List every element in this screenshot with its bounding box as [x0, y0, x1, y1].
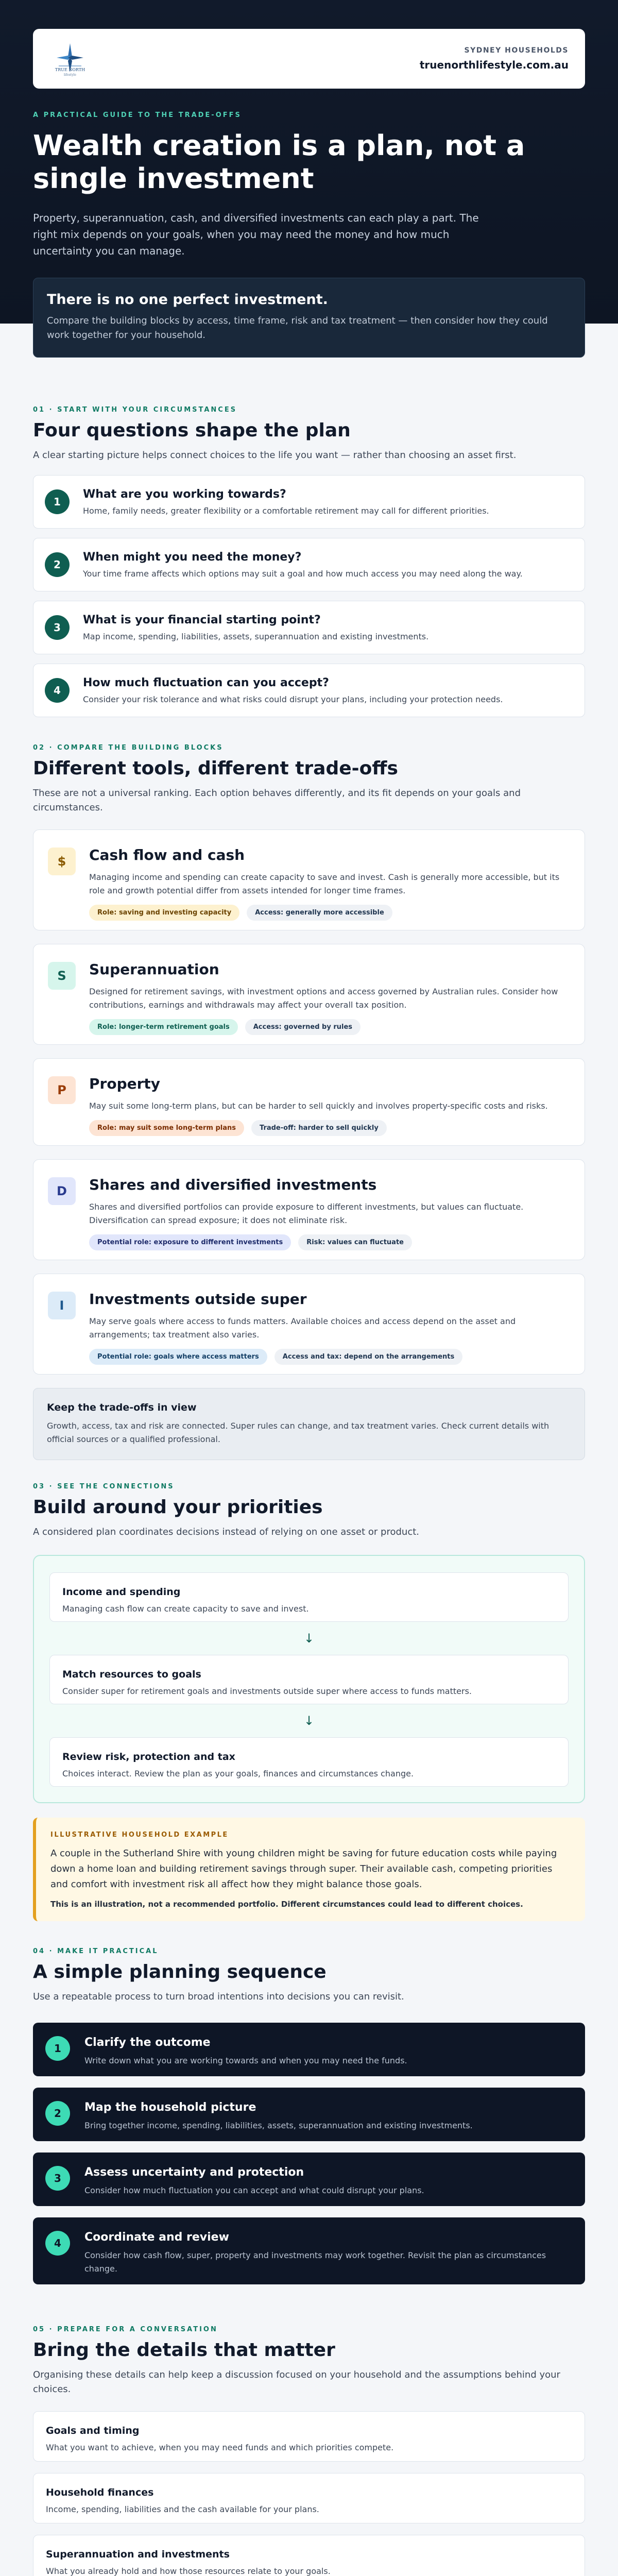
- question-number: 4: [45, 678, 70, 703]
- question-title: What are you working towards?: [83, 488, 286, 501]
- role-chip: Role: longer-term retirement goals: [89, 1019, 238, 1035]
- section-circumstances: [0, 406, 618, 726]
- section-eyebrow: 05 · PREPARE FOR A CONVERSATION: [33, 2326, 218, 2333]
- arrow-down-icon: ↓: [303, 1714, 315, 1728]
- property-icon: P: [48, 1076, 76, 1104]
- question-item: [33, 601, 585, 654]
- brand-info: [420, 46, 569, 71]
- flow-step-body: Managing cash flow can create capacity to save and invest.: [62, 1604, 309, 1614]
- section-title: Four questions shape the plan: [33, 420, 351, 441]
- step-number: 4: [45, 2231, 70, 2256]
- detail-title: Superannuation and investments: [46, 2549, 230, 2560]
- tool-title: Superannuation: [89, 961, 219, 978]
- step-list: [33, 2023, 585, 2284]
- step-body: Bring together income, spending, liabilities, assets, superannuation and existing investments.: [84, 2121, 473, 2130]
- detail-body: What you want to achieve, when you may need funds and which priorities compete.: [46, 2443, 394, 2452]
- tool-card-super: [33, 944, 585, 1045]
- flow-step: [49, 1737, 569, 1787]
- detail-item: [33, 2535, 585, 2576]
- arrow-down-icon: ↓: [303, 1631, 315, 1646]
- compass-logo-icon: [49, 40, 111, 77]
- callout-body: Compare the building blocks by access, time frame, risk and tax treatment — then consider how they could work together for your household.: [47, 315, 548, 341]
- step-title: Map the household picture: [84, 2101, 256, 2114]
- tool-card-outside-super: [33, 1274, 585, 1375]
- dollar-icon: $: [48, 848, 76, 875]
- tool-body: Designed for retirement savings, with investment options and access governed by Australian rules. Consider how contributions, earnings and withdrawals may affect your overall tax position.: [89, 987, 558, 1010]
- step-number: 2: [45, 2101, 70, 2126]
- section-conversation: [0, 2326, 618, 2576]
- section-eyebrow: 01 · START WITH YOUR CIRCUMSTANCES: [33, 406, 237, 414]
- flow-step-title: Match resources to goals: [62, 1669, 201, 1680]
- section-eyebrow: 04 · MAKE IT PRACTICAL: [33, 1947, 159, 1955]
- hero: [0, 0, 618, 341]
- tradeoff-chip: Trade-off: harder to sell quickly: [251, 1120, 387, 1136]
- detail-title: Goals and timing: [46, 2425, 140, 2436]
- step-number: 3: [45, 2166, 70, 2191]
- step-title: Coordinate and review: [84, 2231, 229, 2244]
- section-eyebrow: 03 · SEE THE CONNECTIONS: [33, 1483, 175, 1490]
- step-title: Assess uncertainty and protection: [84, 2166, 304, 2179]
- brand-region: SYDNEY HOUSEHOLDS: [464, 46, 569, 55]
- hero-lead: Property, superannuation, cash, and diversified investments can each play a part. The right mix depends on your goals, when you may need the money and how much uncertainty you can manage.: [33, 212, 479, 257]
- section-lead: Organising these details can help keep a discussion focused on your household and the assumptions behind your choices.: [33, 2369, 560, 2395]
- example-eyebrow: ILLUSTRATIVE HOUSEHOLD EXAMPLE: [50, 1831, 229, 1839]
- step-body: Consider how cash flow, super, property and investments may work together. Revisit the plan as circumstances change.: [84, 2250, 546, 2274]
- question-item: [33, 538, 585, 591]
- question-list: [33, 475, 585, 717]
- detail-body: Income, spending, liabilities and the cash available for your plans.: [46, 2504, 319, 2514]
- section-lead: A clear starting picture helps connect choices to the life you want — rather than choosing an asset first.: [33, 450, 517, 461]
- section-lead: Use a repeatable process to turn broad intentions into decisions you can revisit.: [33, 1991, 404, 2002]
- tradeoff-note: [33, 1388, 585, 1460]
- brand-bar: [33, 29, 585, 89]
- flow-step-body: Choices interact. Review the plan as your goals, finances and circumstances change.: [62, 1769, 414, 1778]
- access-chip: Access: generally more accessible: [247, 905, 392, 921]
- role-chip: Role: may suit some long-term plans: [89, 1120, 244, 1136]
- role-chip: Role: saving and investing capacity: [89, 905, 239, 921]
- step-item: [33, 2023, 585, 2076]
- question-number: 3: [45, 615, 70, 640]
- tool-card-cash: [33, 829, 585, 930]
- step-item: [33, 2153, 585, 2206]
- tool-title: Cash flow and cash: [89, 846, 245, 863]
- question-item: [33, 664, 585, 717]
- question-body: Your time frame affects which options may suit a goal and how much access you may need along the way.: [83, 569, 523, 579]
- access-chip: Access: governed by rules: [245, 1019, 360, 1035]
- question-number: 2: [45, 552, 70, 577]
- household-example: [33, 1818, 585, 1921]
- detail-item: [33, 2411, 585, 2462]
- section-planning-sequence: [0, 1947, 618, 2296]
- section-connections: [0, 1483, 618, 1921]
- flow-step: [49, 1572, 569, 1622]
- question-number: 1: [45, 489, 70, 514]
- tool-title: Property: [89, 1075, 161, 1092]
- tool-body: Managing income and spending can create capacity to save and invest. Cash is generally more accessible, but its role and growth potential differ from assets intended for longer time frames.: [89, 872, 560, 895]
- section-title: Build around your priorities: [33, 1497, 323, 1518]
- hero-eyebrow: A PRACTICAL GUIDE TO THE TRADE-OFFS: [33, 111, 242, 119]
- question-item: [33, 475, 585, 529]
- super-icon: S: [48, 962, 76, 990]
- section-lead: A considered plan coordinates decisions instead of relying on one asset or product.: [33, 1527, 419, 1537]
- logo[interactable]: [49, 40, 111, 77]
- brand-url[interactable]: truenorthlifestyle.com.au: [419, 59, 569, 71]
- page-title: Wealth creation is a plan, not a single investment: [33, 129, 525, 195]
- tool-title: Shares and diversified investments: [89, 1176, 377, 1193]
- step-item: [33, 2217, 585, 2284]
- step-body: Write down what you are working towards and when you may need the funds.: [84, 2056, 407, 2065]
- question-title: What is your financial starting point?: [83, 614, 321, 626]
- tool-card-property: [33, 1058, 585, 1146]
- access-chip: Access and tax: depend on the arrangements: [274, 1349, 462, 1365]
- diversified-icon: D: [48, 1177, 76, 1205]
- tradeoff-title: Keep the trade-offs in view: [47, 1402, 197, 1413]
- tool-body: Shares and diversified portfolios can provide exposure to different investments, but values can fluctuate. Diversification can spread exposure; it does not eliminate risk.: [89, 1202, 524, 1225]
- section-title: A simple planning sequence: [33, 1961, 327, 1982]
- section-title: Bring the details that matter: [33, 2340, 335, 2361]
- question-title: How much fluctuation can you accept?: [83, 676, 329, 689]
- detail-list: [33, 2411, 585, 2576]
- tool-body: May serve goals where access to funds matters. Available choices and access depend on the asset and arrangements; tax treatment also varies.: [89, 1316, 516, 1340]
- section-building-blocks: [0, 744, 618, 1460]
- flow-step-body: Consider super for retirement goals and investments outside super where access to funds matters.: [62, 1686, 472, 1696]
- section-lead: These are not a universal ranking. Each option behaves differently, and its fit depends on your goals and circumstances.: [33, 788, 521, 813]
- role-chip: Potential role: exposure to different investments: [89, 1234, 291, 1250]
- step-item: [33, 2088, 585, 2141]
- callout-title: There is no one perfect investment.: [47, 292, 328, 308]
- investment-icon: I: [48, 1292, 76, 1319]
- section-title: Different tools, different trade-offs: [33, 758, 398, 779]
- tool-card-shares: [33, 1159, 585, 1260]
- flow-step: [49, 1655, 569, 1704]
- svg-text:TRUE NORTH: TRUE NORTH: [55, 67, 85, 72]
- step-number: 1: [45, 2036, 70, 2061]
- section-eyebrow: 02 · COMPARE THE BUILDING BLOCKS: [33, 744, 224, 752]
- tool-list: [33, 829, 585, 1375]
- flow-step-title: Income and spending: [62, 1586, 181, 1598]
- step-title: Clarify the outcome: [84, 2036, 211, 2049]
- risk-chip: Risk: values can fluctuate: [298, 1234, 412, 1250]
- tradeoff-body: Growth, access, tax and risk are connected. Super rules can change, and tax treatment varies. Check current details with official sources or a qualified professional.: [47, 1421, 550, 1444]
- question-body: Map income, spending, liabilities, assets, superannuation and existing investments.: [83, 632, 429, 641]
- flow-step-title: Review risk, protection and tax: [62, 1751, 235, 1762]
- detail-item: [33, 2473, 585, 2523]
- priority-flow: [33, 1555, 585, 1803]
- question-body: Home, family needs, greater flexibility or a comfortable retirement may call for different priorities.: [83, 506, 489, 516]
- step-body: Consider how much fluctuation you can accept and what could disrupt your plans.: [84, 2185, 424, 2195]
- question-title: When might you need the money?: [83, 551, 302, 564]
- example-note: This is an illustration, not a recommended portfolio. Different circumstances could lead to different choices.: [50, 1900, 523, 1909]
- svg-text:lifestyle: lifestyle: [64, 73, 76, 77]
- detail-title: Household finances: [46, 2487, 154, 2498]
- example-body: A couple in the Sutherland Shire with young children might be saving for future education costs while paying down a home loan and building retirement savings through super. Their available cash, competing priorities and comfort with investment risk all affect how they might balance those goals.: [50, 1848, 557, 1890]
- question-body: Consider your risk tolerance and what risks could disrupt your plans, including your protection needs.: [83, 694, 503, 704]
- hero-callout: [33, 278, 585, 358]
- tool-title: Investments outside super: [89, 1291, 307, 1308]
- tool-body: May suit some long-term plans, but can be harder to sell quickly and involves property-specific costs and risks.: [89, 1101, 548, 1111]
- role-chip: Potential role: goals where access matters: [89, 1349, 267, 1365]
- detail-body: What you already hold and how those resources relate to your goals.: [46, 2566, 331, 2576]
